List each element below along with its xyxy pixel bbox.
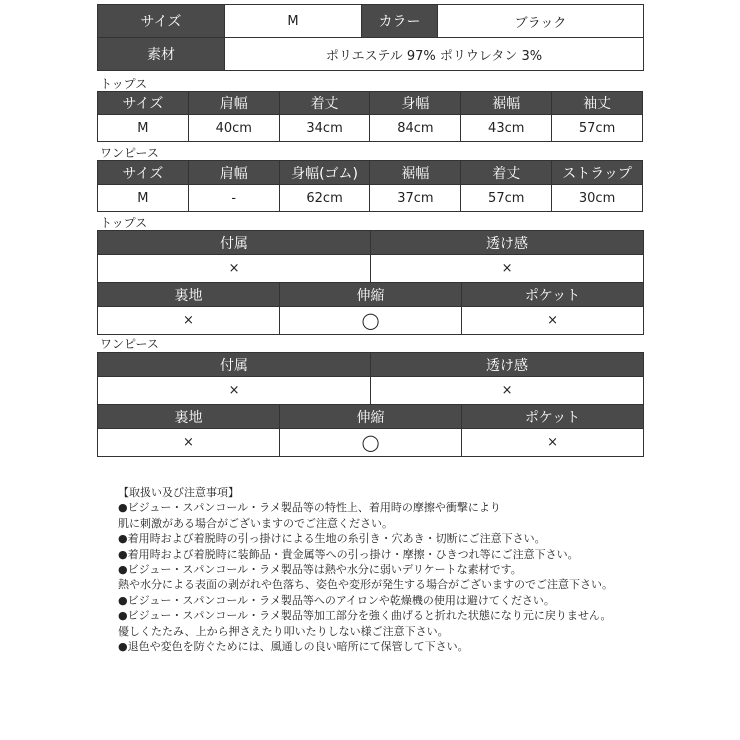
tops-accessory-header: 付属 <box>98 231 371 255</box>
onepiece-size-header: ストラップ <box>552 161 643 185</box>
care-note-line: ●退色や変色を防ぐためには、風通しの良い暗所にて保管して下さい。 <box>118 640 469 654</box>
color-label: カラー <box>362 5 438 38</box>
size-value: M <box>225 5 362 38</box>
care-note-line: 優しくたたみ、上から押さえたり叩いたりしない様ご注意下さい。 <box>118 624 449 638</box>
onepiece-sheer-value: × <box>371 377 644 405</box>
onepiece-size-header: 裾幅 <box>370 161 461 185</box>
care-note-line: ●ビジュー・スパンコール・ラメ製品等の特性上、着用時の摩擦や衝撃により <box>118 501 501 515</box>
tops-size-table <box>97 91 643 142</box>
tops-accessory-value: × <box>98 255 371 283</box>
onepiece-size-table <box>97 160 643 212</box>
onepiece-lining-value: × <box>98 429 280 457</box>
tops-size-header: 身幅 <box>370 92 461 115</box>
material-label: 素材 <box>98 38 225 71</box>
tops-sheer-header: 透け感 <box>371 231 644 255</box>
onepiece-lining-header: 裏地 <box>98 405 280 429</box>
onepiece-accessory-value: × <box>98 377 371 405</box>
tops-pocket-header: ポケット <box>462 283 644 307</box>
tops-pocket-value: × <box>462 307 644 335</box>
tops-size-header: 着丈 <box>279 92 370 115</box>
onepiece-stretch-header: 伸縮 <box>280 405 462 429</box>
onepiece-size-cell: 30cm <box>552 185 643 212</box>
tops-size-header: サイズ <box>98 92 189 115</box>
onepiece-sheer-header: 透け感 <box>371 353 644 377</box>
onepiece-size-header: 身幅(ゴム) <box>279 161 370 185</box>
care-note-line: 肌に刺激がある場合がございますのでご注意ください。 <box>118 516 393 530</box>
tops-size-cell: 84cm <box>370 115 461 142</box>
onepiece-stretch-value: ◯ <box>280 429 462 457</box>
section-label-tops-features: トップス <box>100 216 148 230</box>
material-value: ポリエステル 97% ポリウレタン 3% <box>225 38 644 71</box>
size-label: サイズ <box>98 5 225 38</box>
product-info-table <box>97 4 644 71</box>
onepiece-size-cell: 37cm <box>370 185 461 212</box>
tops-stretch-header: 伸縮 <box>280 283 462 307</box>
care-note-line: ●ビジュー・スパンコール・ラメ製品等へのアイロンや乾燥機の使用は避けてください。 <box>118 593 555 607</box>
tops-size-cell: 34cm <box>279 115 370 142</box>
tops-lining-value: × <box>98 307 280 335</box>
care-note-line: ●着用時および着脱時の引っ掛けによる生地の糸引き・穴あき・切断にご注意下さい。 <box>118 532 546 546</box>
section-label-tops: トップス <box>100 77 148 91</box>
care-notes <box>118 485 638 654</box>
onepiece-size-header: サイズ <box>98 161 189 185</box>
tops-features-table <box>97 230 644 335</box>
care-note-line: ●着用時および着脱時に装飾品・貴金属等への引っ掛け・摩擦・ひきつれ等にご注意下さい。 <box>118 547 579 561</box>
onepiece-size-cell: 62cm <box>279 185 370 212</box>
tops-size-cell: 40cm <box>188 115 279 142</box>
tops-size-header: 袖丈 <box>552 92 643 115</box>
tops-size-cell: M <box>98 115 189 142</box>
tops-size-header: 肩幅 <box>188 92 279 115</box>
tops-size-cell: 57cm <box>552 115 643 142</box>
care-note-line: 熱や水分による表面の剥がれや色落ち、姿色や変形が発生する場合がございますのでご注意下さい。 <box>118 578 613 592</box>
tops-size-cell: 43cm <box>461 115 552 142</box>
onepiece-accessory-header: 付属 <box>98 353 371 377</box>
onepiece-size-header: 肩幅 <box>188 161 279 185</box>
tops-lining-header: 裏地 <box>98 283 280 307</box>
onepiece-pocket-value: × <box>462 429 644 457</box>
onepiece-pocket-header: ポケット <box>462 405 644 429</box>
care-notes-title: 【取扱い及び注意事項】 <box>118 486 239 499</box>
tops-size-header: 裾幅 <box>461 92 552 115</box>
onepiece-size-cell: 57cm <box>461 185 552 212</box>
color-value: ブラック <box>438 5 644 38</box>
onepiece-size-header: 着丈 <box>461 161 552 185</box>
section-label-onepiece: ワンピース <box>100 146 159 160</box>
onepiece-size-cell: - <box>188 185 279 212</box>
section-label-onepiece-features: ワンピース <box>100 337 159 351</box>
onepiece-features-table <box>97 352 644 457</box>
care-note-line: ●ビジュー・スパンコール・ラメ製品等加工部分を強く曲げると折れた状態になり元に戻りません。 <box>118 609 612 623</box>
care-note-line: ●ビジュー・スパンコール・ラメ製品等は熱や水分に弱いデリケートな素材です。 <box>118 563 522 577</box>
onepiece-size-cell: M <box>98 185 189 212</box>
tops-sheer-value: × <box>371 255 644 283</box>
tops-stretch-value: ◯ <box>280 307 462 335</box>
